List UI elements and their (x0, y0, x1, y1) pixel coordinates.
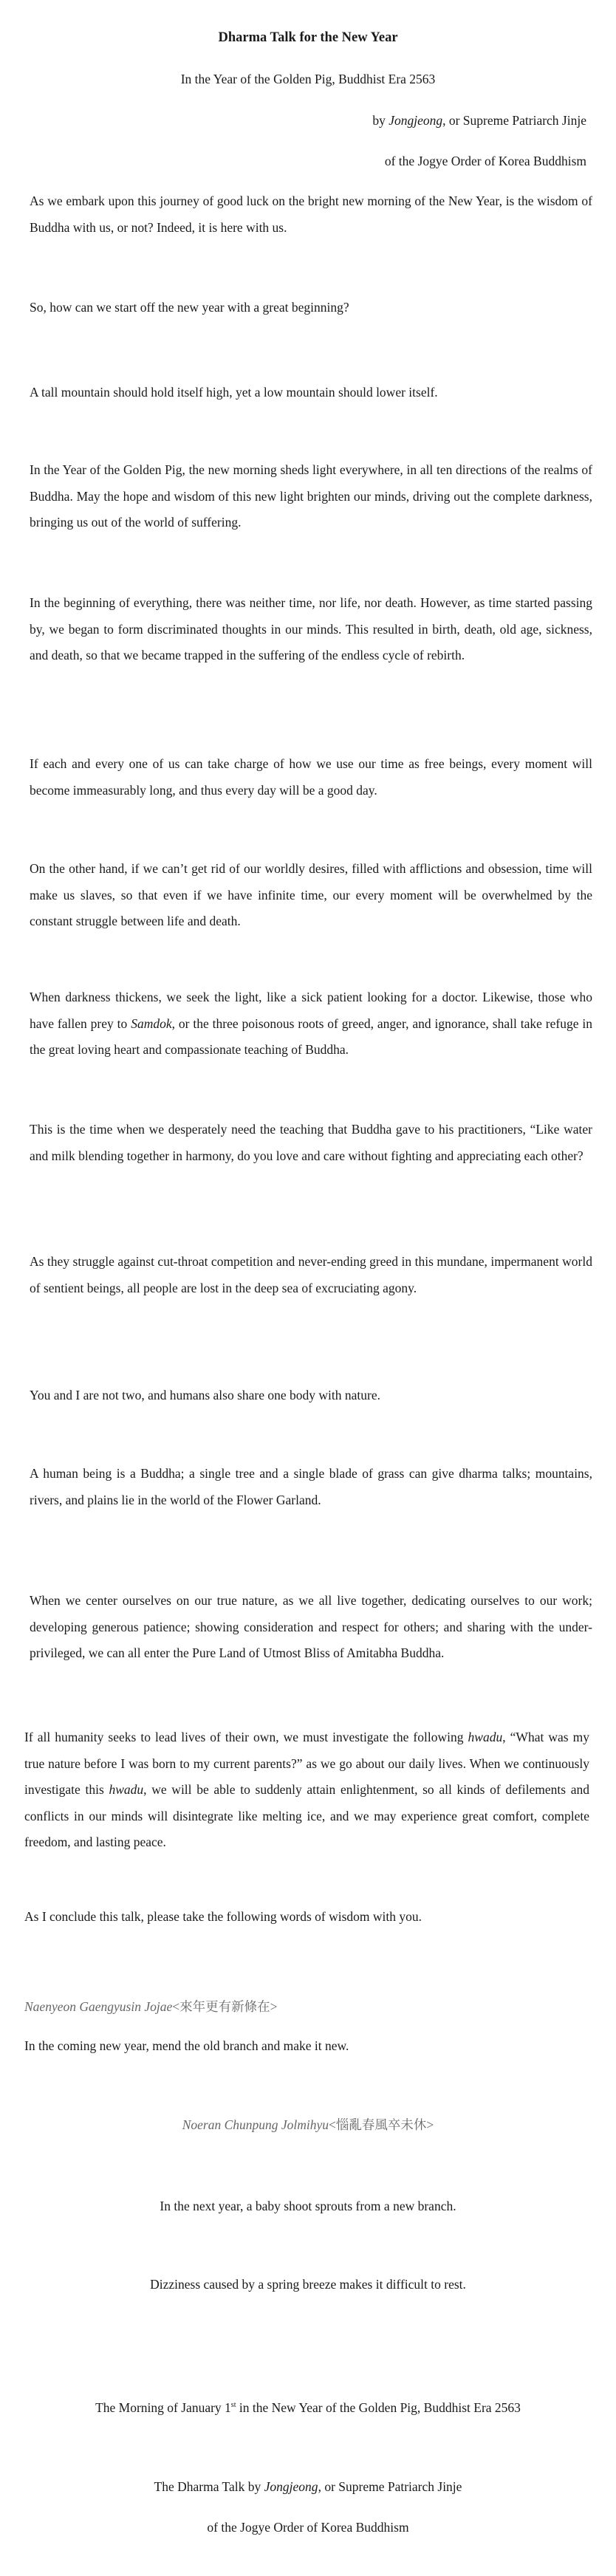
paragraph-11: You and I are not two, and humans also share one body with nature. (30, 1388, 381, 1402)
paragraph-6: If each and every one of us can take charge of how we use our time as free beings, every moment will become immeasurably long, and thus every day will be a good day. (30, 756, 592, 798)
closing-author-suffix: , or Supreme Patriarch Jinje (318, 2479, 462, 2494)
author-name: Jongjeong (389, 113, 443, 128)
verse-phrase-1-translation: In the coming new year, mend the old branch and make it new. (24, 2038, 349, 2053)
closing-author-prefix: The Dharma Talk by (154, 2479, 264, 2494)
paragraph-8 (30, 984, 592, 1063)
author-prefix: by (372, 113, 389, 128)
paragraph-1: As we embark upon this journey of good luck on the bright new morning of the New Year, is the wisdom of Buddha with us, or not? Indeed, it is here with us. (30, 193, 592, 235)
paragraph-15: As I conclude this talk, please take the following words of wisdom with you. (24, 1909, 422, 1924)
paragraph-3: A tall mountain should hold itself high, yet a low mountain should lower itself. (30, 385, 438, 400)
closing-date-text-b: in the New Year of the Golden Pig, Buddhist Era 2563 (236, 2400, 521, 2415)
verse-phrase-2 (0, 2112, 616, 2139)
closing-date-ordinal: st (230, 2401, 236, 2410)
paragraph-2: So, how can we start off the new year with a great beginning? (30, 300, 349, 315)
paragraph-14-text-c: , we will be able to suddenly attain enlightenment, so all kinds of defilements and conflicts in our minds will disintegrate like melting ice, and we may experience great comfort, complete freedom, and lasting peace. (24, 1782, 589, 1849)
paragraph-5: In the beginning of everything, there was neither time, nor life, nor death. However, as time started passing by, we began to form discriminated thoughts in our minds. This resulted in birth, death, old age, sickness, and death, so that we became trapped in the suffering of the endless cycle of rebirth. (30, 595, 592, 662)
paragraph-7: On the other hand, if we can’t get rid of our worldly desires, filled with afflictions and obsession, time will make us slaves, so that even if we have infinite time, our every moment will be overwhelmed by the constant struggle between life and death. (30, 861, 592, 928)
closing-date-text-a: The Morning of January 1 (95, 2400, 231, 2415)
year-line: In the Year of the Golden Pig, Buddhist Era 2563 (180, 72, 436, 86)
verse-phrase-1 (24, 1994, 277, 2021)
paragraph-14-text-a: If all humanity seeks to lead lives of their own, we must investigate the following (24, 1730, 468, 1744)
verse-phrase-1-romanized: Naenyeon Gaengyusin Jojae (24, 1999, 173, 2014)
verse-phrase-2-hanja: <惱亂春風卒未休> (329, 2117, 434, 2132)
paragraph-9: This is the time when we desperately need the teaching that Buddha gave to his practitioners, “Like water and milk blending together in harmony, do you love and care without fighting and appreciating each other? (30, 1122, 592, 1163)
closing-order-line: of the Jogye Order of Korea Buddhism (207, 2520, 409, 2535)
paragraph-12: A human being is a Buddha; a single tree and a single blade of grass can give dharma talks; mountains, rivers, and plains lie in the world of the Flower Garland. (30, 1466, 592, 1507)
paragraph-8-text-b: , or the three poisonous roots of greed, anger, and ignorance, shall take refuge in the great loving heart and compassionate teaching of Buddha. (30, 1015, 592, 1057)
paragraph-10: As they struggle against cut-throat competition and never-ending greed in this mundane, impermanent world of sentient beings, all people are lost in the deep sea of excruciating agony. (30, 1254, 592, 1295)
verse-phrase-2-romanized: Noeran Chunpung Jolmihyu (182, 2117, 329, 2132)
verse-line-1: In the next year, a baby shoot sprouts from a new branch. (160, 2199, 456, 2213)
samdok-term: Samdok (131, 1015, 172, 1031)
hwadu-term-2: hwadu (109, 1782, 144, 1797)
order-line: of the Jogye Order of Korea Buddhism (384, 154, 586, 168)
paragraph-13: When we center ourselves on our true nature, as we all live together, dedicating ourselves to our work; developing generous patience; showing consideration and respect for others; and sharing with the under-privileged, we can all enter the Pure Land of Utmost Bliss of Amitabha Buddha. (30, 1593, 592, 1660)
paragraph-14 (24, 1724, 589, 1856)
closing-author-name: Jongjeong (264, 2479, 318, 2494)
hwadu-term-1: hwadu (468, 1730, 503, 1744)
author-suffix: , or Supreme Patriarch Jinje (442, 113, 586, 128)
closing-author-line (0, 2474, 616, 2501)
paragraph-8-text-a: When darkness thickens, we seek the light, like a sick patient looking for a doctor. Likewise, those who have fallen prey to (30, 990, 592, 1031)
author-line (372, 108, 586, 134)
verse-phrase-1-hanja: <來年更有新條在> (172, 1999, 278, 2014)
document-title: Dharma Talk for the New Year (218, 30, 398, 45)
paragraph-4: In the Year of the Golden Pig, the new morning sheds light everywhere, in all ten directions of the realms of Buddha. May the hope and wisdom of this new light brighten our minds, driving out the complete darkness, bringing us out of the world of suffering. (30, 462, 592, 530)
verse-line-2: Dizziness caused by a spring breeze makes it difficult to rest. (150, 2277, 466, 2292)
closing-date-line (0, 2395, 616, 2422)
paragraph-14-text-b: , “What was my true nature before I was born to my current parents?” as we go about our daily lives. When we continuously investigate this (24, 1730, 589, 1797)
